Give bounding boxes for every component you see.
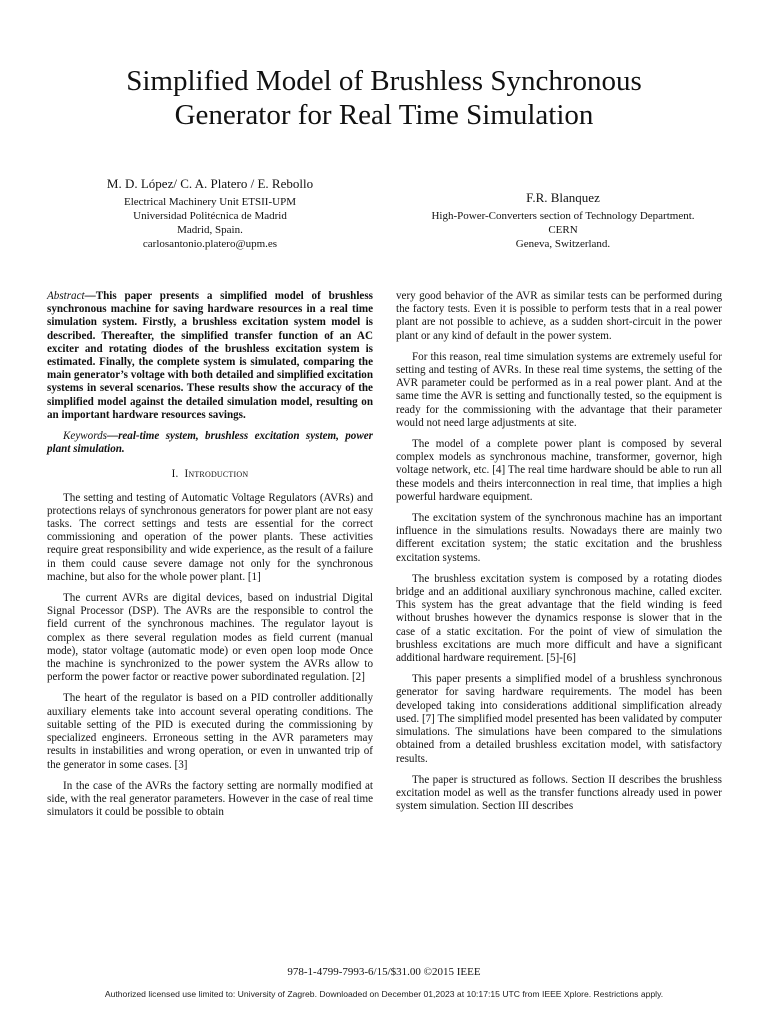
body-paragraph: The excitation system of the synchronous machine has an important influence in the simulations results. Nowadays there are mainly two different excitation system; the static excitation and the brushless excitation systems.	[396, 512, 722, 564]
paper-title	[60, 64, 708, 132]
abstract-label: Abstract	[47, 290, 85, 302]
body-paragraph: For this reason, real time simulation systems are extremely useful for setting and testing of AVRs. In these real time systems, the setting of the AVR parameter could be performed as in a real power plant. And at the same time the AVR is setting and functionally tested, so the equipment is ready for the commissioning with the advantage that their parameter would not need large adjustments at site.	[396, 350, 722, 429]
author-names-left: M. D. López/ C. A. Platero / E. Rebollo	[106, 176, 314, 191]
affiliation-line: Madrid, Spain.	[177, 224, 243, 236]
right-column	[396, 290, 722, 821]
affiliation-line: Geneva, Switzerland.	[515, 238, 611, 250]
author-names-right: F.R. Blanquez	[526, 190, 600, 205]
affiliation-line: High-Power-Converters section of Technology Department.	[431, 210, 695, 222]
body-paragraph: This paper presents a simplified model of a brushless synchronous generator for saving hardware requirements. The model has been developed taking into considerations additional simplification already used. [7] The simplified model presented has been validated by computer simulations. The simulations have been compared to the simulations obtained from a detailed brushless excitation model, with satisfactory results.	[396, 673, 722, 765]
section-title: Introduction	[184, 468, 249, 481]
section-heading	[47, 468, 373, 481]
body-paragraph: The paper is structured as follows. Section II describes the brushless excitation model as well as the transfer functions already used in power system simulation. Section III describes	[396, 773, 722, 813]
affiliation-line: Universidad Politécnica de Madrid	[133, 210, 287, 222]
author-email: carlosantonio.platero@upm.es	[142, 238, 278, 250]
affiliation-line: Electrical Machinery Unit ETSII-UPM	[124, 196, 296, 208]
paper-title-line-1: Simplified Model of Brushless Synchronous	[126, 65, 642, 97]
abstract-text: —This paper presents a simplified model of brushless synchronous machine for saving hardware resources in a real time simulation system. Firstly, a brushless excitation system model is described. Thereafter, the simplified transfer function of an AC exciter and rotating diodes of the brushless excitation system is estimated. Finally, the complete system is simulated, comparing the main generator’s voltage with both detailed and simplified excitation systems in several scenarios. These results show the accuracy of the simplified model against the detailed simulation model, resulting on an important hardware resources savings.	[47, 290, 373, 421]
keywords-text: —real-time system, brushless excitation system, power plant simulation.	[47, 430, 373, 456]
body-paragraph: The model of a complete power plant is composed by several complex models as synchronous machine, transformer, governor, high voltage network, etc. [4] The real time hardware should be able to run all these models and theirs interconnection in real time, that implies a high powerful hardware equipment.	[396, 438, 722, 503]
body-paragraph-continued: very good behavior of the AVR as similar tests can be performed during the factory tests. Even it is possible to perform tests that in a real power plant are not possible to achieve, as a sudden short-circuit in the power plant or any kind of default in the power system.	[396, 290, 722, 342]
body-paragraph: The current AVRs are digital devices, based on industrial Digital Signal Processor (DSP). The AVRs are the responsible to control the field current of the synchronous machines. The regulator layout is complex as there several regulation modes as field current (manual mode), stator voltage (automatic mode) or even open loop mode Once the machine is synchronized to the power system the AVRs allow to perform the power factor or reactive power subordinated regulation. [2]	[47, 592, 373, 684]
body-paragraph: In the case of the AVRs the factory setting are normally modified at side, with the real generator parameters. However in the case of real time simulators it could be possible to obtain	[47, 779, 373, 819]
license-notice: Authorized licensed use limited to: University of Zagreb. Downloaded on December 01,2023 at 10:17:15 UTC from IEEE Xplore. Restrictions apply.	[104, 989, 664, 999]
keywords	[47, 430, 373, 456]
copyright-code: 978-1-4799-7993-6/15/$31.00 ©2015 IEEE	[287, 966, 481, 978]
author-block-left	[50, 176, 370, 251]
body-paragraph: The brushless excitation system is composed by a rotating diodes bridge and an additional auxiliary synchronous machine, called exciter. This system has the great advantage that the field winding is feed without brushes however the dynamics response is slower that in the case of a static excitation. For the point of view of simulation the brushless excitations are much more difficult and have a significant additional hardware requirement. [5]-[6]	[396, 572, 722, 665]
section-numeral: I.	[171, 468, 179, 481]
author-block-right	[398, 190, 728, 251]
body-paragraph: The setting and testing of Automatic Voltage Regulators (AVRs) and protections relays of synchronous generators for power plant are not easy tasks. The correct settings and tests are essential for the correct commissioning and operation of the power plants. These activities require great responsibility and wide experience, as the result of a failure in them could cause severe damage not only for the synchronous machine, but also for the whole power plant. [1]	[47, 491, 373, 583]
abstract	[47, 290, 373, 422]
left-column	[47, 290, 373, 827]
paper-title-line-2: Generator for Real Time Simulation	[174, 99, 594, 131]
keywords-label: Keywords	[63, 430, 107, 443]
body-paragraph: The heart of the regulator is based on a PID controller additionally auxiliary elements take into account several operating conditions. The suitable setting of the PID is executed during the commissioning by specialized engineers. Erroneous setting in the AVR parameters may results in instabilities and wrong operation, or even in unwanted trip of the generator in some cases. [3]	[47, 692, 373, 771]
affiliation-line: CERN	[548, 224, 578, 236]
